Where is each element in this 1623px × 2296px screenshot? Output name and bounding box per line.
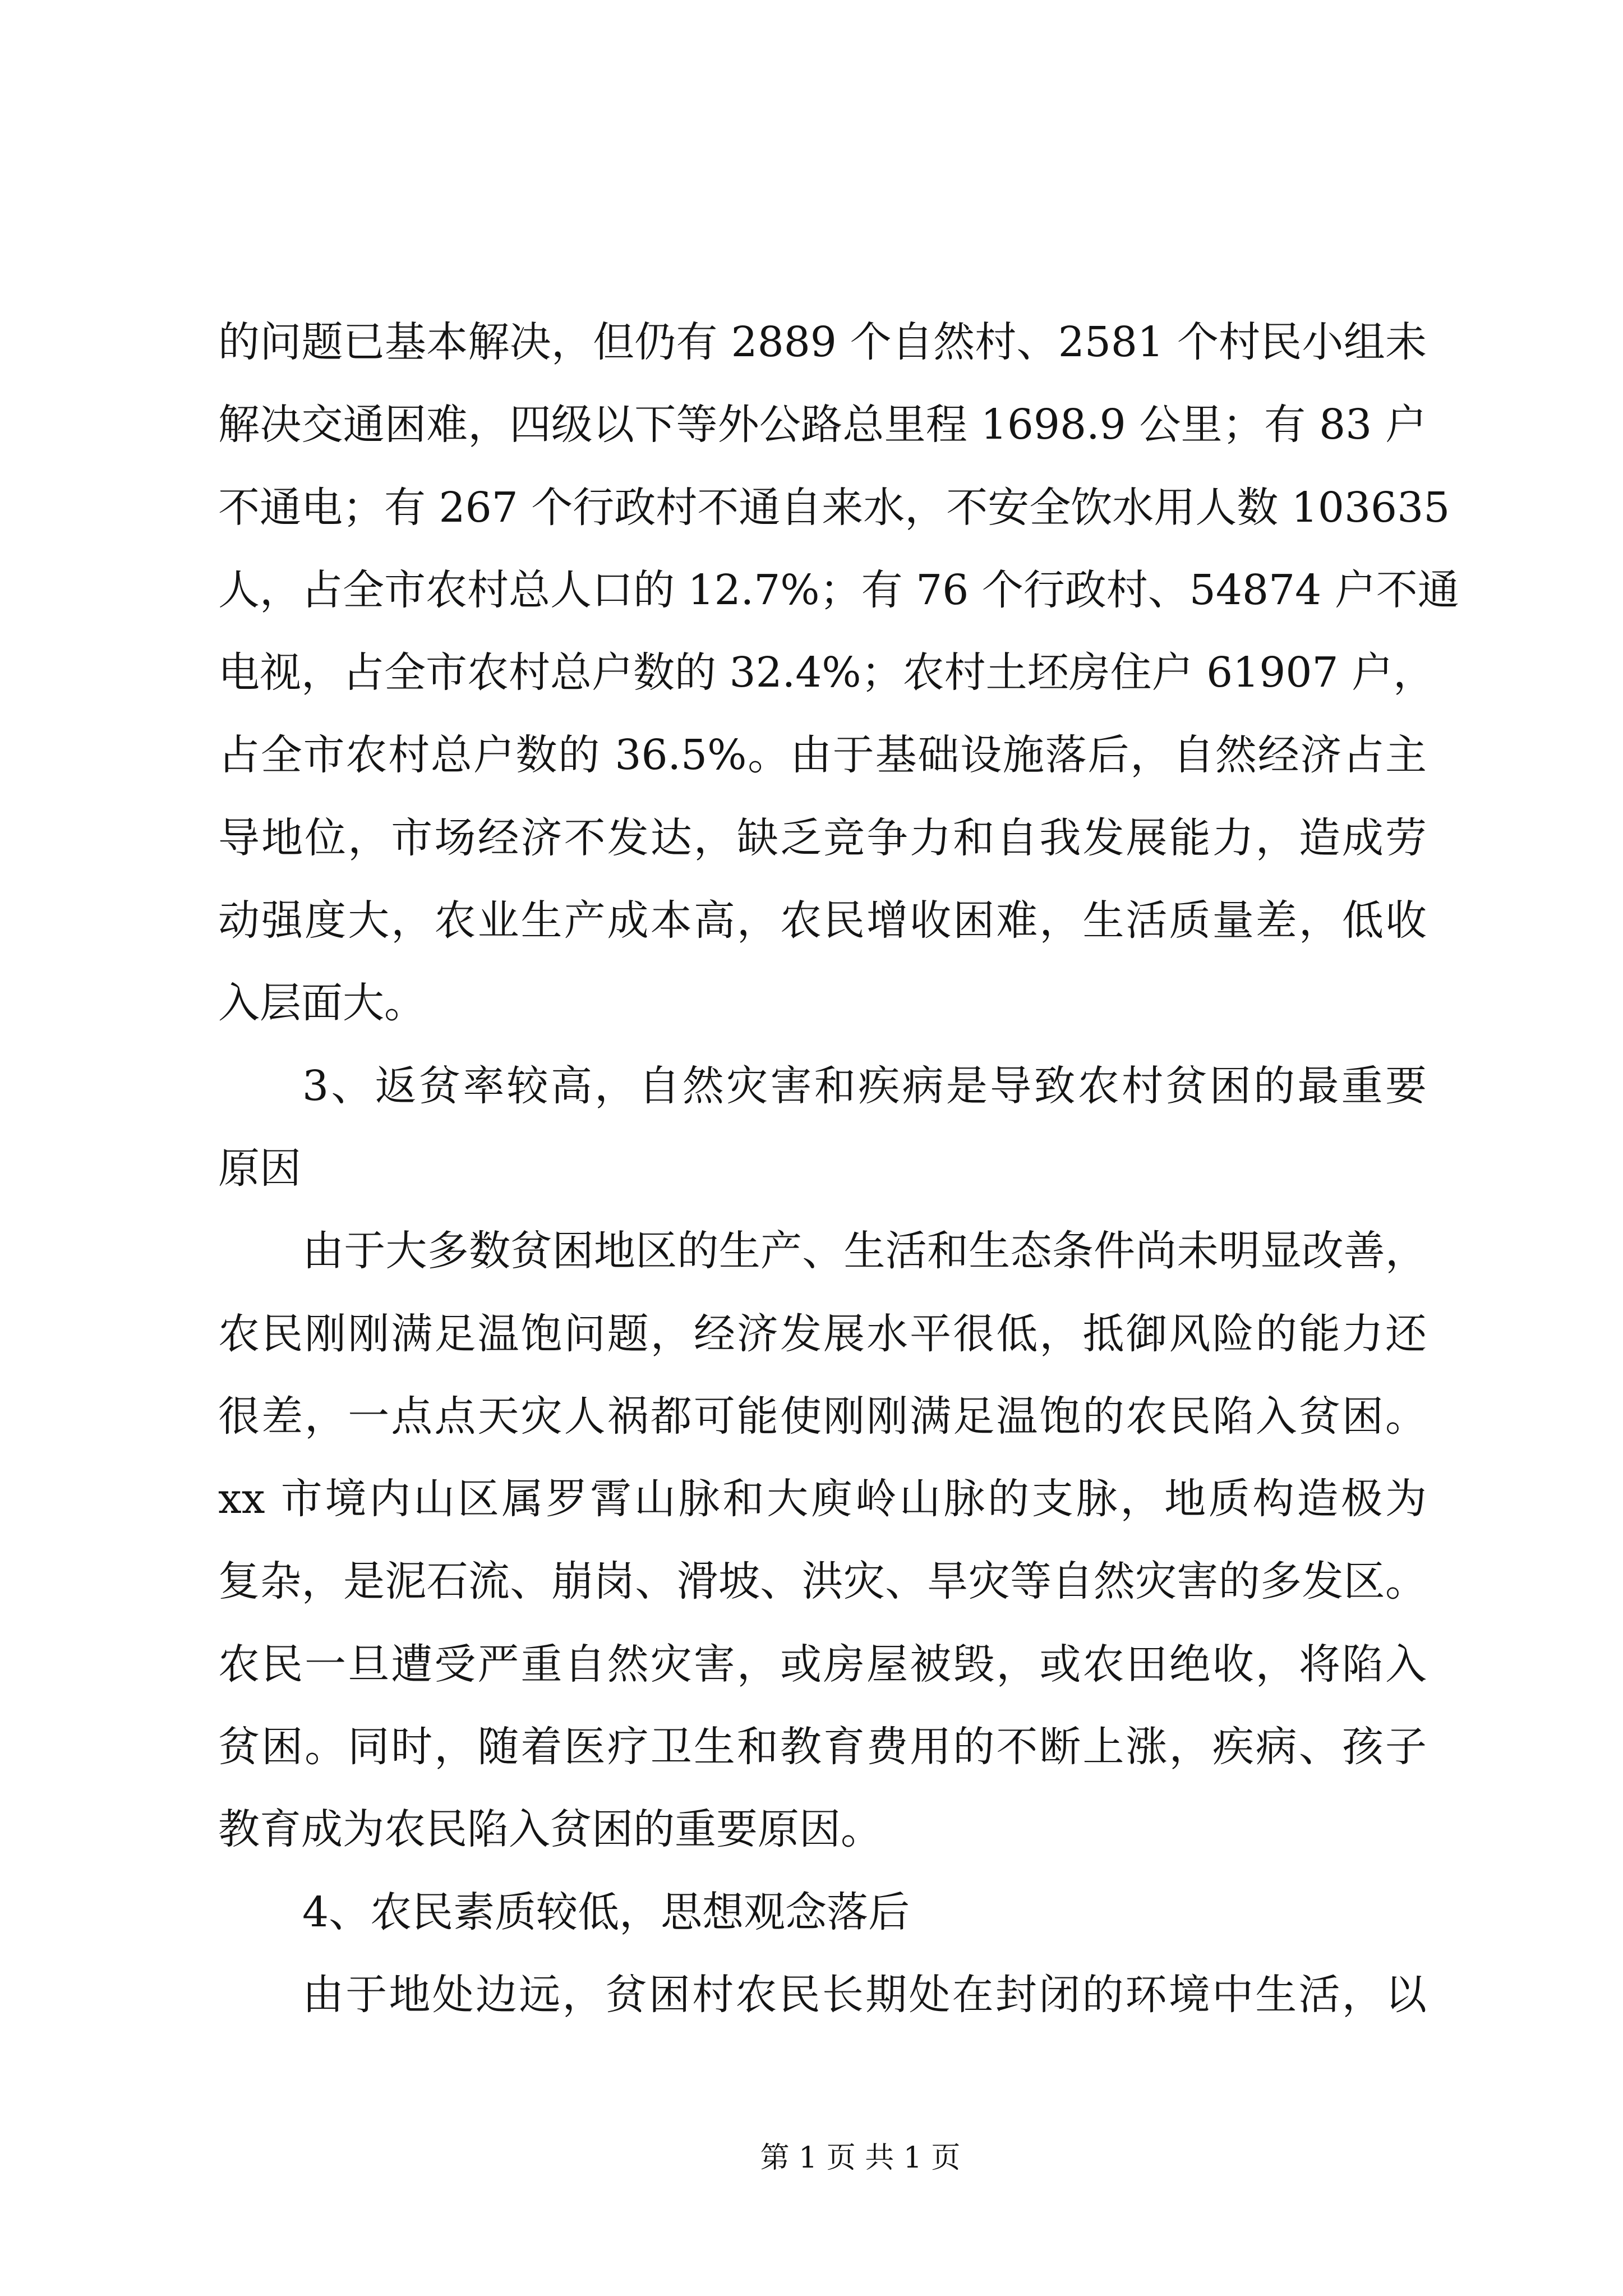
section-heading [218, 1871, 1427, 1954]
paragraph [218, 1954, 1427, 2036]
section-heading-line: 3、返贫率较高，自然灾害和疾病是导致农村贫困的最重要 [302, 1061, 1427, 1110]
page-footer: 第 1 页 共 1 页 [760, 2141, 961, 2175]
paragraph [218, 301, 1459, 1045]
text-line: 动强度大，农业生产成本高，农民增收困难，生活质量差，低收 [218, 896, 1427, 945]
text-line: 解决交通困难，四级以下等外公路总里程 1698.9 公里；有 83 户 [218, 401, 1427, 449]
section-heading [218, 1045, 1427, 1211]
text-line: 的问题已基本解决，但仍有 2889 个自然村、2581 个村民小组未 [218, 318, 1427, 366]
text-line: 占全市农村总户数的 36.5%。由于基础设施落后，自然经济占主 [218, 731, 1427, 780]
text-line: 教育成为农民陷入贫困的重要原因。 [218, 1805, 882, 1854]
text-line: 贫困。同时，随着医疗卫生和教育费用的不断上涨，疾病、孩子 [218, 1723, 1427, 1772]
section-heading-line: 4、农民素质较低，思想观念落后 [302, 1888, 910, 1936]
text-line: 很差，一点点天灾人祸都可能使刚刚满足温饱的农民陷入贫困。 [218, 1392, 1427, 1441]
text-line: 由于地处边远，贫困村农民长期处在封闭的环境中生活，以 [302, 1970, 1427, 2019]
document-body [218, 301, 1459, 2036]
paragraph [218, 1210, 1427, 1871]
text-line: xx 市境内山区属罗霄山脉和大庾岭山脉的支脉，地质构造极为 [218, 1475, 1427, 1524]
text-line: 农民刚刚满足温饱问题，经济发展水平很低，抵御风险的能力还 [218, 1309, 1427, 1358]
text-line: 农民一旦遭受严重自然灾害，或房屋被毁，或农田绝收，将陷入 [218, 1640, 1427, 1688]
text-line: 复杂，是泥石流、崩岗、滑坡、洪灾、旱灾等自然灾害的多发区。 [218, 1557, 1427, 1606]
section-heading-line: 原因 [218, 1144, 301, 1193]
text-line: 由于大多数贫困地区的生产、生活和生态条件尚未明显改善， [302, 1227, 1427, 1276]
text-line: 入层面大。 [218, 979, 426, 1028]
text-line: 电视，占全市农村总户数的 32.4%；农村土坯房住户 61907 户， [218, 648, 1435, 697]
text-line: 导地位，市场经济不发达，缺乏竞争力和自我发展能力，造成劳 [218, 813, 1427, 862]
text-line: 不通电；有 267 个行政村不通自来水，不安全饮水用人数 103635 [218, 483, 1450, 532]
text-line: 人，占全市农村总人口的 12.7%；有 76 个行政村、54874 户不通 [218, 565, 1459, 614]
